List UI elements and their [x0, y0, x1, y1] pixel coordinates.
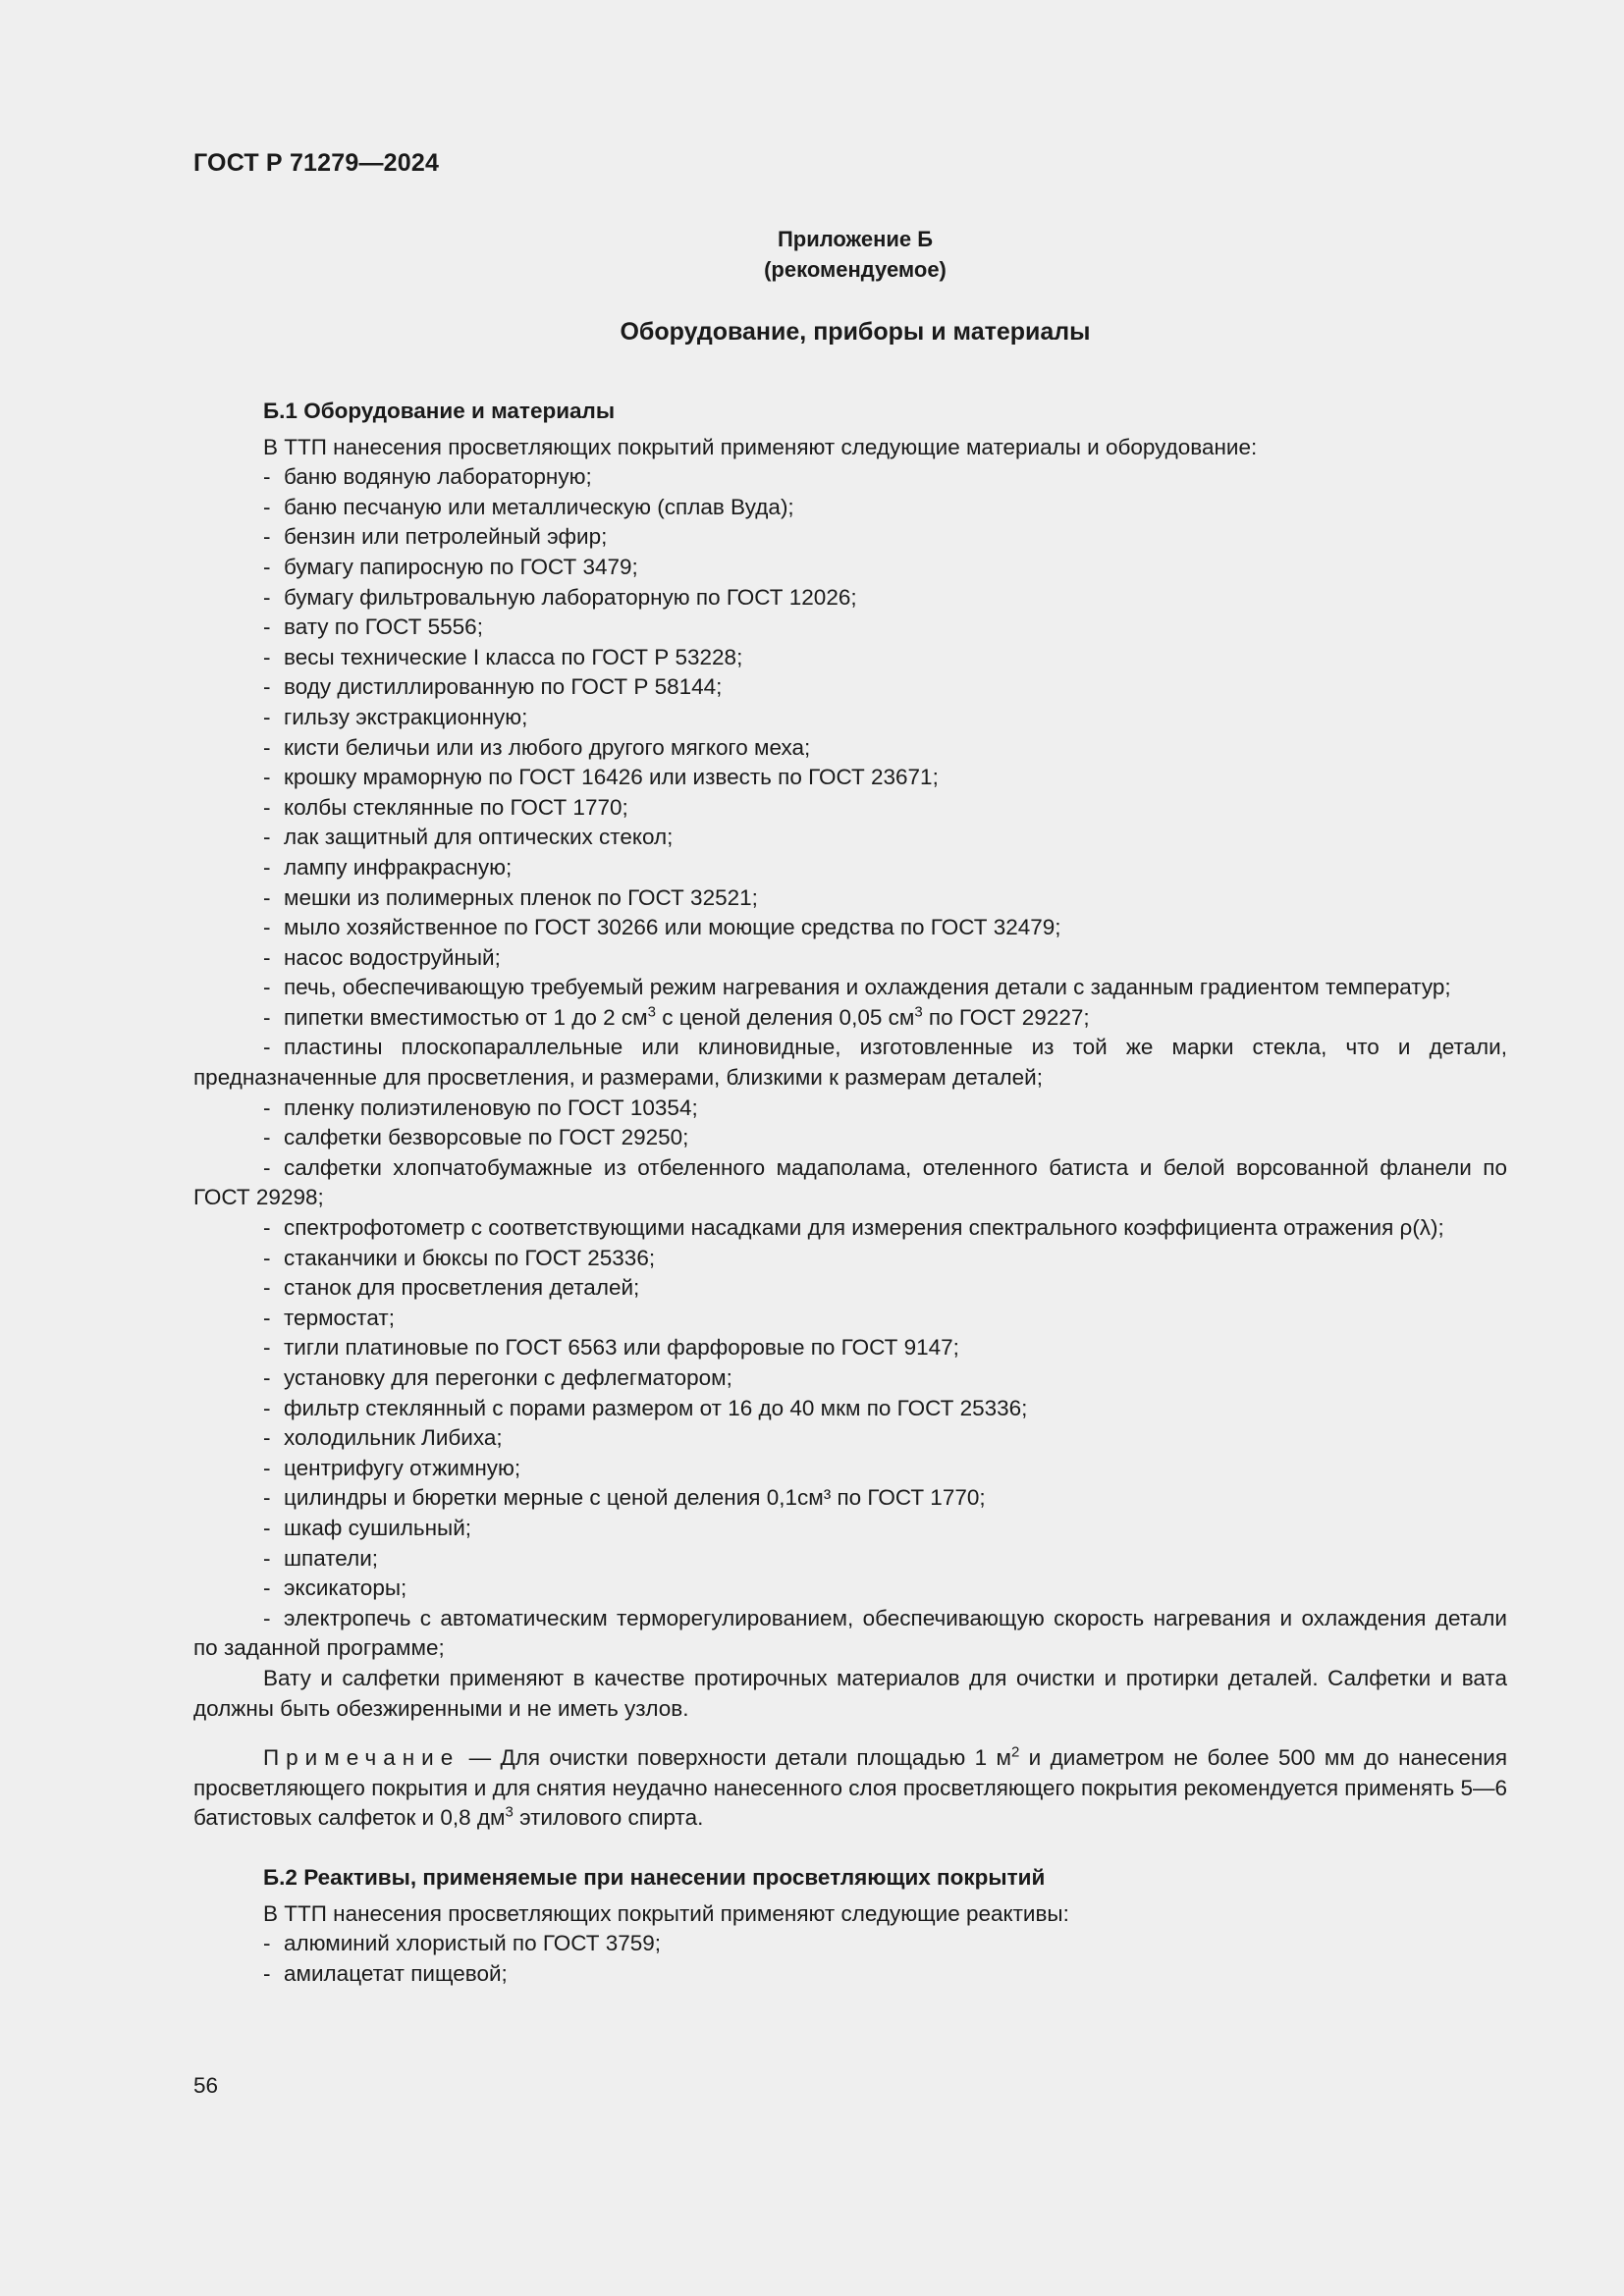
list-item: - фильтр стеклянный с порами размером от 16 до 40 мкм по ГОСТ 25336; [193, 1394, 1507, 1424]
list-item: - бумагу папиросную по ГОСТ 3479; [193, 553, 1507, 583]
document-code: ГОСТ Р 71279—2024 [193, 149, 440, 177]
list-item: - термостат; [193, 1304, 1507, 1334]
list-item: - шпатели; [193, 1544, 1507, 1575]
list-item: - цилиндры и бюретки мерные с ценой деления 0,1см³ по ГОСТ 1770; [193, 1483, 1507, 1514]
list-item: - бумагу фильтровальную лабораторную по ГОСТ 12026; [193, 583, 1507, 614]
list-item: - холодильник Либиха; [193, 1423, 1507, 1454]
list-item: - мыло хозяйственное по ГОСТ 30266 или моющие средства по ГОСТ 32479; [193, 913, 1507, 943]
list-item: - амилацетат пищевой; [193, 1959, 1507, 1990]
section-b1-closing: Вату и салфетки применяют в качестве протирочных материалов для очистки и протирки деталей. Салфетки и вата должны быть обезжиренными и не иметь узлов. [193, 1665, 1507, 1721]
note-label: Примечание [263, 1745, 460, 1771]
list-item: - вату по ГОСТ 5556; [193, 613, 1507, 643]
page-number: 56 [193, 2073, 219, 2098]
annex-heading: Оборудование, приборы и материалы [620, 318, 1091, 346]
list-item: - мешки из полимерных пленок по ГОСТ 32521; [193, 883, 1507, 914]
list-item: - печь, обеспечивающую требуемый режим нагревания и охлаждения детали с заданным градиентом температур; [193, 973, 1507, 1003]
list-item: - насос водоструйный; [193, 943, 1507, 974]
list-item: - лак защитный для оптических стекол; [193, 823, 1507, 853]
list-item: - пластины плоскопараллельные или клиновидные, изготовленные из той же марки стекла, что и детали, предназначенные для просветления, и размерами, близкими к размерам деталей; [193, 1033, 1507, 1093]
list-item: - стаканчики и бюксы по ГОСТ 25336; [193, 1244, 1507, 1274]
document-body [193, 397, 1507, 1989]
list-item: - кисти беличьи или из любого другого мягкого меха; [193, 733, 1507, 764]
list-item: - спектрофотометр с соответствующими насадками для измерения спектрального коэффициента отражения ρ(λ); [193, 1213, 1507, 1244]
list-item: - пленку полиэтиленовую по ГОСТ 10354; [193, 1094, 1507, 1124]
section-b2-intro: В ТТП нанесения просветляющих покрытий применяют следующие реактивы: [263, 1900, 1069, 1926]
section-b2-list [193, 1929, 1507, 1989]
annex-title: Приложение Б [777, 227, 934, 251]
annex-subtitle: (рекомендуемое) [764, 257, 947, 282]
section-b1-note: Примечание — Для очистки поверхности детали площадью 1 $м^2$ и диаметром не более 500 мм до нанесения просветляющего покрытия и для снятия неудачно нанесенного слоя просветляющего покрытия рекомендуется применять 5—6 батистовых салфеток и 0,8 $дм^3$ этилового спирта. [193, 1743, 1508, 1831]
list-item: - шкаф сушильный; [193, 1514, 1507, 1544]
list-item-pipette: - пипетки вместимостью от 1 до 2 $см^3$ с ценой деления 0,05 $см^3$ по ГОСТ 29227; [193, 1003, 1507, 1034]
list-item: - весы технические I класса по ГОСТ Р 53228; [193, 643, 1507, 673]
list-item: - салфетки хлопчатобумажные из отбеленного мадаполама, отеленного батиста и белой ворсованной фланели по ГОСТ 29298; [193, 1153, 1507, 1213]
list-item: - колбы стеклянные по ГОСТ 1770; [193, 793, 1507, 824]
list-item: - воду дистиллированную по ГОСТ Р 58144; [193, 672, 1507, 703]
list-item: - гильзу экстракционную; [193, 703, 1507, 733]
section-b1-intro: В ТТП нанесения просветляющих покрытий применяют следующие материалы и оборудование: [263, 434, 1258, 459]
list-item: - электропечь с автоматическим терморегулированием, обеспечивающую скорость нагревания и охлаждения детали по заданной программе; [193, 1604, 1507, 1664]
section-b1-list-continued [193, 1033, 1507, 1663]
list-item: - установку для перегонки с дефлегматором; [193, 1363, 1507, 1394]
list-item: - центрифугу отжимную; [193, 1454, 1507, 1484]
list-item: - лампу инфракрасную; [193, 853, 1507, 883]
list-item: - алюминий хлористый по ГОСТ 3759; [193, 1929, 1507, 1959]
section-b2-title: Б.2 Реактивы, применяемые при нанесении просветляющих покрытий [263, 1864, 1046, 1890]
section-b1-title: Б.1 Оборудование и материалы [263, 399, 616, 423]
list-item: - эксикаторы; [193, 1574, 1507, 1604]
list-item: - бензин или петролейный эфир; [193, 522, 1507, 553]
list-item: - станок для просветления деталей; [193, 1273, 1507, 1304]
list-item: - тигли платиновые по ГОСТ 6563 или фарфоровые по ГОСТ 9147; [193, 1333, 1507, 1363]
list-item: - баню песчаную или металлическую (сплав Вуда); [193, 493, 1507, 523]
list-item: - крошку мраморную по ГОСТ 16426 или известь по ГОСТ 23671; [193, 763, 1507, 793]
list-item: - салфетки безворсовые по ГОСТ 29250; [193, 1123, 1507, 1153]
list-item: - баню водяную лабораторную; [193, 462, 1507, 493]
section-b1-list [193, 462, 1507, 1003]
